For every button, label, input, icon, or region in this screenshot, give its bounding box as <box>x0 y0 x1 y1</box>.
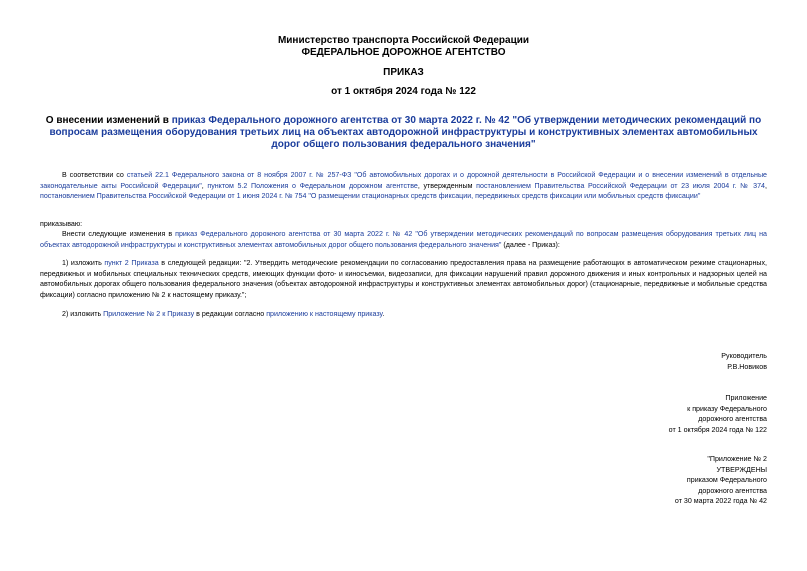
subject-prefix: О внесении изменений в <box>45 115 172 126</box>
item-text: . <box>382 310 385 318</box>
item-1 <box>40 258 767 300</box>
law-article-link[interactable]: статьей 22.1 Федерального закона от 8 ноября 2007 г. № 257-ФЗ "Об автомобильных дорогах и о дорожной деятельности в Российской Федерации и о внесении изменений в отдельные законодательные акты Российской Федерации" <box>40 171 767 190</box>
item-text: 1) изложить <box>62 259 105 267</box>
appendix-line: от 30 марта 2022 года № 42 <box>674 497 767 506</box>
resolution-754-link[interactable]: постановлением Правительства Российской Федерации от 1 июня 2024 г. № 754 "О размещении стационарных средств фиксации, передвижных средств фиксации или мобильных средств фиксации" <box>40 192 701 201</box>
preamble-text: , утвержденным <box>417 181 477 190</box>
appendix-line: дорожного агентства <box>698 415 767 424</box>
signatory-position: Руководитель <box>721 352 767 360</box>
order-word: приказываю: <box>40 220 83 228</box>
preamble-text: В соответствии со <box>62 171 127 179</box>
appendix-link[interactable]: приложению к настоящему приказу <box>266 310 383 318</box>
preamble-text: , <box>201 181 208 190</box>
document-date-number: от 1 октября 2024 года № 122 <box>331 86 476 97</box>
agency-name: ФЕДЕРАЛЬНОЕ ДОРОЖНОЕ АГЕНТСТВО <box>301 47 506 58</box>
appendix-line: к приказу Федерального <box>687 404 767 413</box>
item-text: 2) изложить <box>62 310 104 318</box>
paragraph-text: Внести следующие изменения в <box>62 230 176 238</box>
paragraph-1 <box>40 229 767 250</box>
subject-order-link[interactable]: приказ Федерального дорожного агентства от 30 марта 2022 г. № 42 "Об утверждении методических рекомендаций по вопросам размещения оборудования третьих лиц на объектах автодорожной инфраструктуры и конструктивных элементах автомобильных дорог общего пользования федерального значения" <box>49 115 762 150</box>
preamble-text: , <box>765 181 767 190</box>
appendix-line: от 1 октября 2024 года № 122 <box>668 425 767 434</box>
appendix-line: приказом Федерального <box>686 476 767 485</box>
signature-block <box>721 351 767 372</box>
appendix-line: Приложение <box>725 394 767 402</box>
item-text: в следующей редакции: "2. Утвердить методические рекомендации по согласованию предоставления права на размещение работающих в автоматическом режиме стационарных, передвижных и мобильных специальных технических средств, имеющих функции фото- и киносъемки, видеозаписи, для фиксации нарушений правил дорожного движения и иных контрольных и надзорных целей на автомобильных дорогах общего пользования федерального значения (объектах автодорожной инфраструктуры и конструктивных элементах автомобильных дорог) (стационарные, передвижные и мобильные средства фиксации) согласно приложению № 2 к настоящему приказу."; <box>40 259 767 299</box>
signatory-name: Р.В.Новиков <box>727 362 767 371</box>
document-type: ПРИКАЗ <box>383 67 424 78</box>
item-2 <box>40 309 767 320</box>
clause-2-link[interactable]: пункт 2 Приказа <box>104 259 159 267</box>
resolution-374-link[interactable]: постановлением Правительства Российской Федерации от 23 июля 2004 г. № 374 <box>476 181 766 190</box>
regulation-clause-link[interactable]: пунктом 5.2 Положения о Федеральном дорожном агентстве <box>207 181 418 190</box>
preamble-paragraph <box>40 170 767 202</box>
ministry-name: Министерство транспорта Российской Федерации <box>277 35 530 46</box>
appendix-line: "Приложение № 2 <box>707 455 767 463</box>
appendix-header <box>669 393 767 435</box>
amended-order-link[interactable]: приказ Федерального дорожного агентства от 30 марта 2022 г. № 42 "Об утверждении методических рекомендаций по вопросам размещения оборудования третьих лиц на объектах автодорожной инфраструктуры и конструктивных элементах автомобильных дорог общего пользования федерального значения" <box>40 230 767 249</box>
document-subject <box>42 115 765 151</box>
appendix-2-link[interactable]: Приложение № 2 к Приказу <box>103 310 195 318</box>
appendix-line: УТВЕРЖДЕНЫ <box>716 465 767 474</box>
paragraph-text: (далее - Приказ): <box>501 240 560 249</box>
item-text: в редакции согласно <box>194 310 267 318</box>
appendix-line: дорожного агентства <box>698 486 767 495</box>
appendix-2-header <box>675 454 767 507</box>
